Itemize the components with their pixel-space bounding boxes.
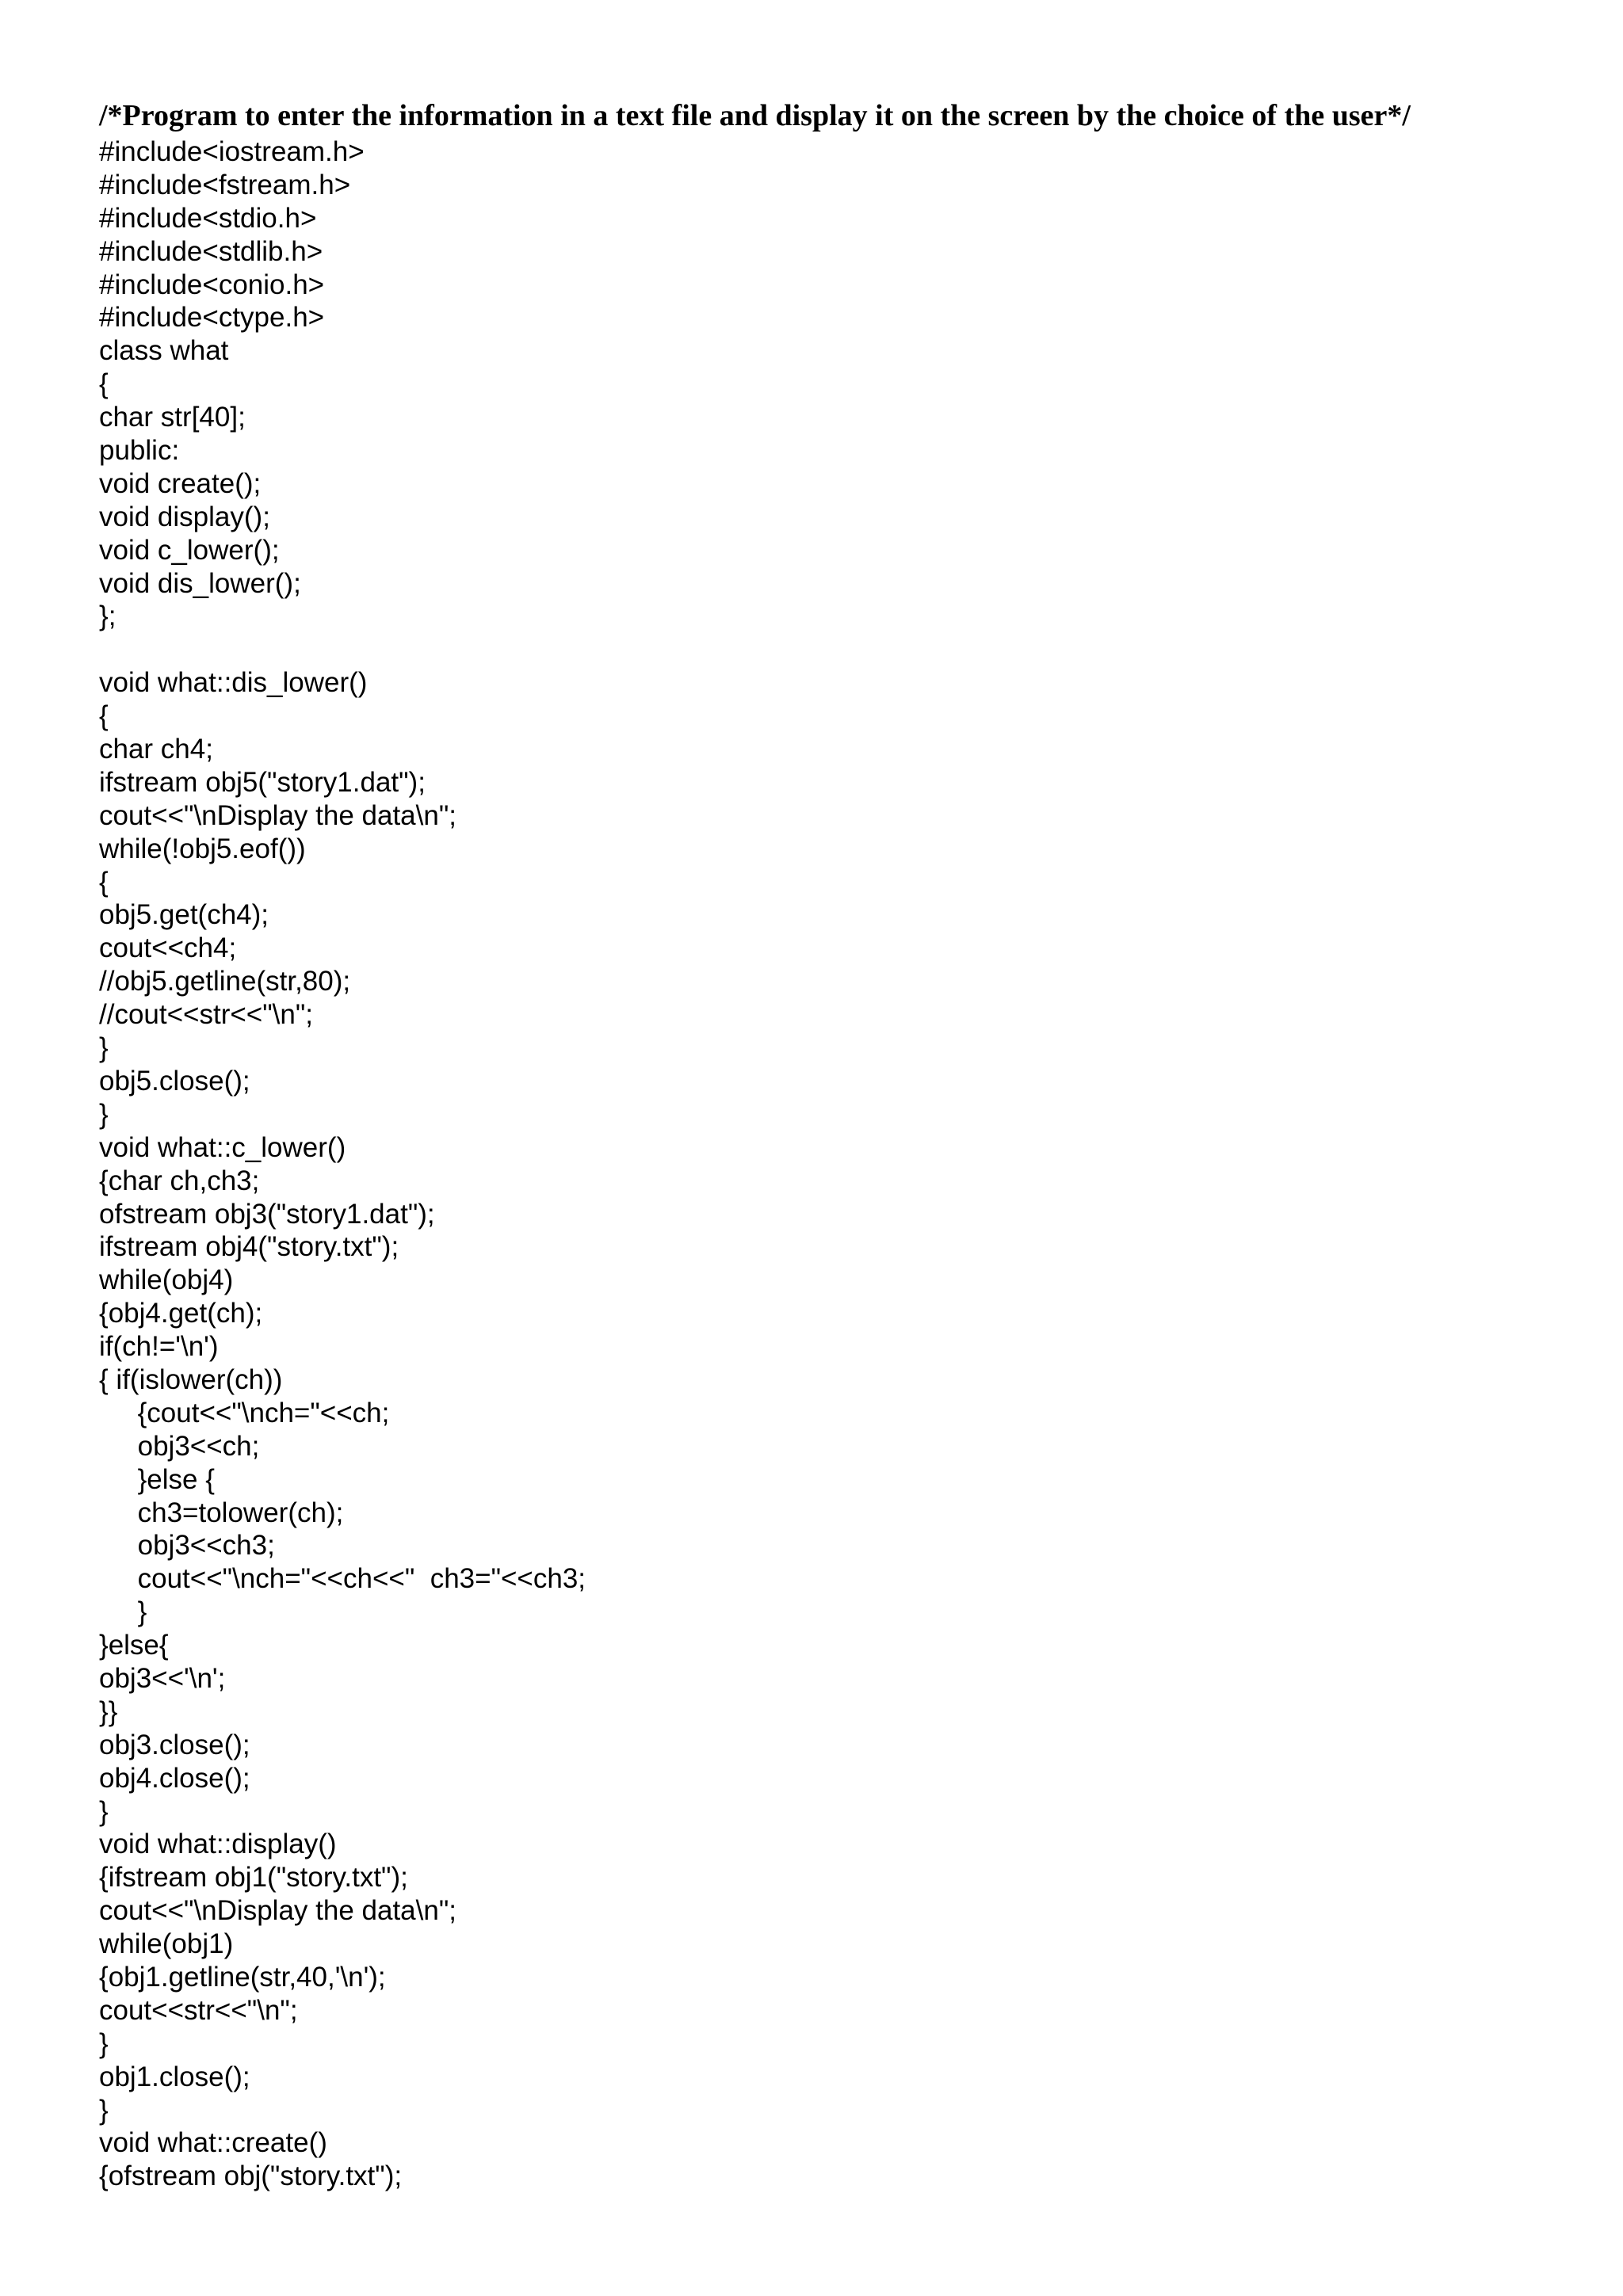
code-line: if(ch!='\n') [99, 1331, 219, 1363]
code-line: { [99, 700, 109, 732]
code-line: while(obj4) [99, 1264, 234, 1296]
code-line: #include<fstream.h> [99, 169, 351, 200]
code-line: cout<<str<<"\n"; [99, 1994, 298, 2026]
code-line: void what::dis_lower() [99, 667, 368, 699]
code-line: //obj5.getline(str,80); [99, 966, 351, 997]
code-line: void what::c_lower() [99, 1131, 346, 1163]
code-line: char str[40]; [99, 402, 246, 433]
program-title-comment: /*Program to enter the information in a text file and display it on the screen by the choice of the user*/ [99, 99, 1411, 132]
code-line: obj3<<ch3; [99, 1530, 275, 1562]
code-line: }else { [99, 1463, 215, 1495]
code-line: {cout<<"\nch="<<ch; [99, 1397, 390, 1428]
code-line: ifstream obj5("story1.dat"); [99, 766, 426, 798]
code-line: { [99, 866, 109, 898]
code-line: #include<ctype.h> [99, 302, 325, 334]
code-line: {char ch,ch3; [99, 1165, 260, 1196]
code-line: void dis_lower(); [99, 567, 301, 599]
code-line: } [99, 1596, 147, 1628]
code-line: cout<<ch4; [99, 933, 237, 964]
code-line: {ifstream obj1("story.txt"); [99, 1862, 408, 1894]
code-line: }else{ [99, 1630, 169, 1661]
code-line: void what::display() [99, 1829, 337, 1860]
code-line: class what [99, 335, 229, 367]
code-line: { if(islower(ch)) [99, 1363, 283, 1395]
code-line [99, 633, 1565, 666]
code-line: } [99, 1032, 109, 1064]
code-line: cout<<"\nDisplay the data\n"; [99, 1895, 456, 1927]
code-line: } [99, 1795, 109, 1827]
code-line: void c_lower(); [99, 534, 280, 566]
code-line: while(obj1) [99, 1928, 234, 1960]
code-line: }} [99, 1695, 118, 1727]
code-line: void what::create() [99, 2127, 327, 2159]
code-line: void create(); [99, 467, 262, 499]
code-line: obj1.close(); [99, 2061, 250, 2092]
code-line: #include<conio.h> [99, 269, 325, 300]
code-line: //cout<<str<<"\n"; [99, 999, 314, 1031]
code-line: obj3<<'\n'; [99, 1662, 226, 1694]
code-line: cout<<"\nch="<<ch<<" ch3="<<ch3; [99, 1563, 586, 1595]
code-line: }; [99, 601, 116, 632]
code-line: obj3<<ch; [99, 1430, 260, 1462]
code-line: ch3=tolower(ch); [99, 1497, 344, 1528]
code-line: ifstream obj4("story.txt"); [99, 1231, 399, 1263]
code-line: #include<stdlib.h> [99, 235, 323, 267]
code-line: } [99, 2027, 109, 2059]
code-line: {obj4.get(ch); [99, 1298, 263, 1329]
code-listing [99, 135, 1565, 2193]
code-line: } [99, 1098, 109, 1130]
code-line: } [99, 2094, 109, 2126]
code-line: while(!obj5.eof()) [99, 833, 306, 864]
code-line: {ofstream obj("story.txt"); [99, 2161, 403, 2192]
code-line: cout<<"\nDisplay the data\n"; [99, 799, 456, 831]
code-line: obj3.close(); [99, 1729, 250, 1760]
code-line: #include<iostream.h> [99, 136, 365, 167]
code-line: obj5.close(); [99, 1065, 250, 1097]
code-line: obj5.get(ch4); [99, 899, 269, 931]
code-line: {obj1.getline(str,40,'\n'); [99, 1961, 386, 1993]
code-line: void display(); [99, 501, 270, 532]
code-line: char ch4; [99, 734, 213, 765]
code-line: obj4.close(); [99, 1762, 250, 1794]
code-line: { [99, 368, 109, 400]
code-line: public: [99, 435, 180, 467]
code-line: ofstream obj3("story1.dat"); [99, 1198, 435, 1230]
code-line: #include<stdio.h> [99, 202, 317, 234]
